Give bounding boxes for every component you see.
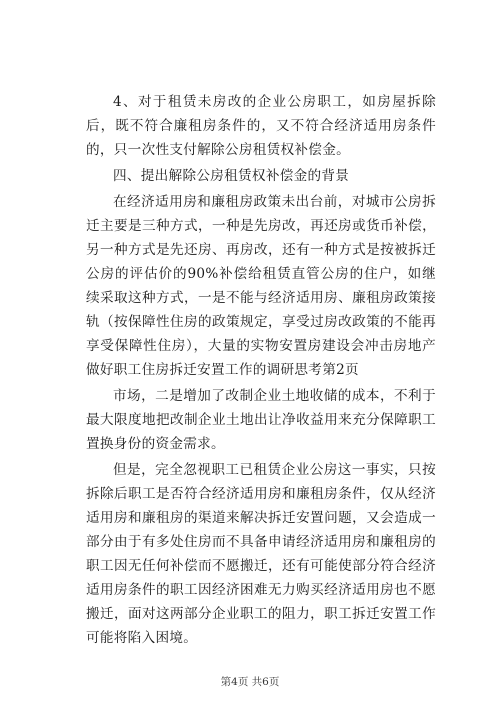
paragraph-however: 但是，完全忽视职工已租赁企业公房这一事实，只按拆除后职工是否符合经济适用房和廉租房条件，仅从经济适用房和廉租房的渠道来解决拆迁安置问题，又会造成一部分由于有多处住房而不具备申请经济适用房和廉租房的职工因无任何补偿而不愿搬迁，还有可能使部分符合经济适用房条件的职工因经济困难无力购买经济适用房也不愿搬迁，面对这两部分企业职工的阻力，职工拆迁安置工作可能将陷入困境。 bbox=[86, 462, 436, 646]
page-footer: 第4页 共6页 bbox=[220, 676, 280, 688]
section-heading-four: 四、提出解除公房租赁权补偿金的背景 bbox=[113, 168, 350, 184]
paragraph-item-4: 4、对于租赁未房改的企业公房职工，如房屋拆除后，既不符合廉租房条件的，又不符合经济适用房条件的，只一次性支付解除公房租赁权补偿金。 bbox=[86, 94, 436, 158]
paragraph-background: 在经济适用房和廉租房政策未出台前，对城市公房拆迁主要是三种方式，一种是先房改，再还房或货币补偿，另一种方式是先还房、再房改，还有一种方式是按被拆迁公房的评估价的90%补偿给租赁直管公房的住户，如继续采取这种方式，一是不能与经济适用房、廉租房政策接轨（按保障性住房的政策规定，享受过房改政策的不能再享受保障性住房），大量的实物安置房建设会冲击房地产做好职工住房拆迁安置工作的调研思考第2页 bbox=[86, 194, 436, 378]
paragraph-market: 市场，二是增加了改制企业土地收储的成本，不利于最大限度地把改制企业土地出让净收益用来充分保障职工置换身份的资金需求。 bbox=[86, 388, 436, 452]
document-body bbox=[86, 90, 436, 650]
